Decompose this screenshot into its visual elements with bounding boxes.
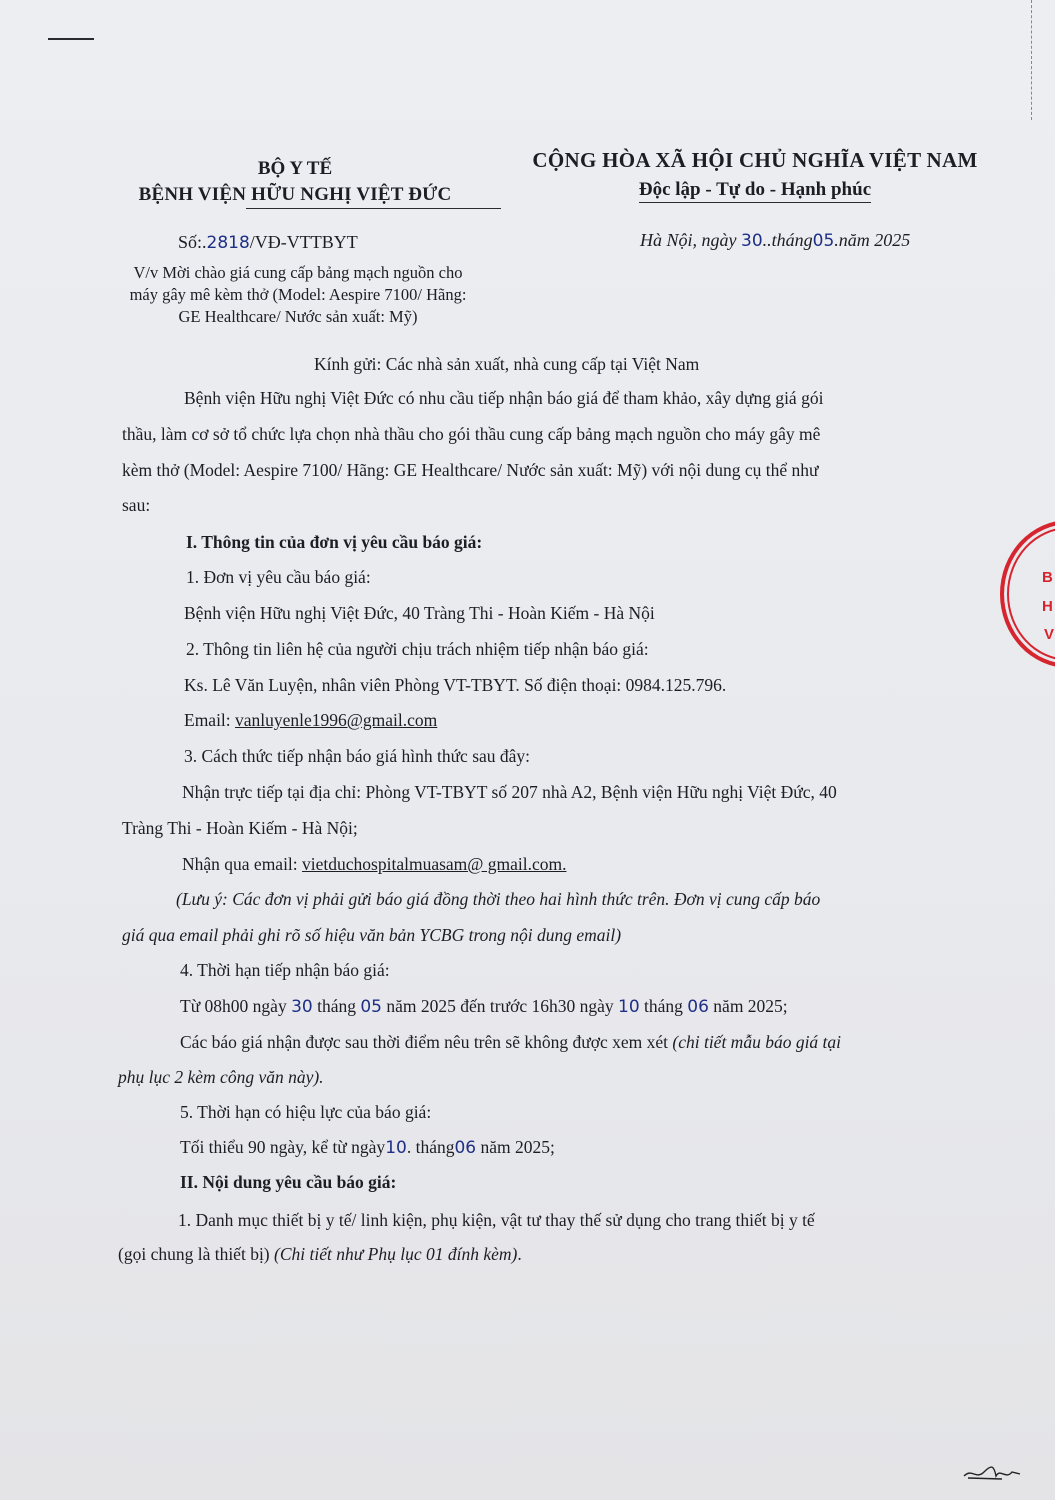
header-right — [505, 148, 1005, 203]
text-span: (Chi tiết như Phụ lục 01 đính kèm) — [274, 1244, 518, 1264]
email-line — [184, 710, 437, 731]
section-heading-2: II. Nội dung yêu cầu báo giá: — [180, 1172, 397, 1192]
doc-number-prefix: Số:. — [178, 232, 207, 252]
intro-line: sau: — [122, 495, 151, 515]
ministry-name: BỘ Y TẾ — [257, 158, 333, 179]
text-span: Tối thiểu 90 ngày, kể từ ngày — [180, 1137, 386, 1157]
recipient: Kính gửi: Các nhà sản xuất, nhà cung cấp tại Việt Nam — [314, 354, 700, 374]
text-span: (gọi chung là thiết bị) — [118, 1244, 275, 1264]
item-3-direct-cont: Tràng Thi - Hoàn Kiếm - Hà Nội; — [122, 818, 358, 838]
item-1-value: Bệnh viện Hữu nghị Việt Đức, 40 Tràng Thi - Hoàn Kiếm - Hà Nội — [184, 603, 655, 623]
subject-line: GE Healthcare/ Nước sản xuất: Mỹ) — [178, 307, 418, 326]
item-4-note-cont: phụ lục 2 kèm công văn này). — [118, 1067, 324, 1087]
text-span: Các báo giá nhận được sau thời điểm nêu trên sẽ không được xem xét — [180, 1032, 673, 1052]
text-span: (chi tiết mẫu báo giá tại — [672, 1032, 842, 1052]
doc-number-handwritten: 2818 — [206, 233, 250, 253]
date-month: 05 — [812, 231, 835, 251]
section-2-item-1-cont — [118, 1244, 522, 1265]
seal-letter: H — [1042, 598, 1053, 615]
date-day: 30 — [741, 231, 763, 251]
top-dash — [48, 38, 94, 40]
item-3: 3. Cách thức tiếp nhận báo giá hình thức sau đây: — [184, 746, 531, 766]
hospital-underline — [246, 208, 501, 209]
text-span: . tháng — [406, 1137, 455, 1157]
email-label: Email: — [184, 710, 236, 730]
item-4-note — [180, 1032, 841, 1053]
handwritten-day: 10 — [385, 1138, 407, 1158]
handwritten-month: 06 — [687, 997, 709, 1017]
item-4-period — [180, 996, 788, 1017]
document-number — [178, 232, 358, 253]
item-2: 2. Thông tin liên hệ của người chịu trách nhiệm tiếp nhận báo giá: — [186, 639, 649, 659]
handwritten-day: 10 — [618, 997, 640, 1017]
subject-block — [88, 262, 508, 328]
seal-letter: B — [1042, 569, 1053, 586]
text-span: tháng — [639, 996, 688, 1016]
document-date — [640, 230, 910, 251]
doc-number-suffix: /VĐ-VTTBYT — [249, 232, 358, 252]
text-span: Từ 08h00 ngày — [180, 996, 292, 1016]
intro-line: thầu, làm cơ sở tổ chức lựa chọn nhà thầu cho gói thầu cung cấp bảng mạch nguồn cho máy gây mê — [122, 424, 821, 444]
item-5-validity — [180, 1137, 555, 1158]
date-year: .năm 2025 — [834, 230, 911, 250]
item-1: 1. Đơn vị yêu cầu báo giá: — [186, 567, 371, 587]
date-prefix: Hà Nội, ngày — [640, 230, 741, 250]
hospital-name: BỆNH VIỆN HỮU NGHỊ VIỆT ĐỨC — [138, 184, 452, 205]
text-span: năm 2025 đến trước 16h30 ngày — [382, 996, 618, 1016]
item-3-email-link[interactable]: vietduchospitalmuasam@ gmail.com. — [302, 854, 567, 874]
text-span: tháng — [312, 996, 361, 1016]
handwritten-day: 30 — [291, 997, 313, 1017]
item-3-email-line — [182, 854, 567, 875]
red-seal-stamp — [1000, 520, 1055, 668]
handwritten-month: 06 — [454, 1138, 477, 1158]
item-3-direct: Nhận trực tiếp tại địa chỉ: Phòng VT-TBYT số 207 nhà A2, Bệnh viện Hữu nghị Việt Đức, 40 — [182, 782, 837, 802]
seal-letter: V — [1044, 626, 1055, 643]
republic-title: CỘNG HÒA XÃ HỘI CHỦ NGHĨA VIỆT NAM — [532, 148, 978, 172]
item-3-email-label: Nhận qua email: — [182, 854, 303, 874]
text-span: năm 2025; — [708, 996, 788, 1016]
item-5: 5. Thời hạn có hiệu lực của báo giá: — [180, 1102, 432, 1122]
note-line: giá qua email phải ghi rõ số hiệu văn bản YCBG trong nội dung email) — [122, 925, 622, 945]
signature-initials — [962, 1462, 1022, 1484]
header-left — [100, 158, 490, 209]
intro-line: Bệnh viện Hữu nghị Việt Đức có nhu cầu tiếp nhận báo giá để tham khảo, xây dựng giá gói — [184, 388, 824, 408]
page-edge — [1031, 0, 1033, 120]
handwritten-month: 05 — [360, 997, 382, 1017]
text-span: . — [517, 1244, 522, 1264]
motto: Độc lập - Tự do - Hạnh phúc — [639, 179, 871, 203]
item-4: 4. Thời hạn tiếp nhận báo giá: — [180, 960, 390, 980]
text-span: năm 2025; — [476, 1137, 555, 1157]
note-line: (Lưu ý: Các đơn vị phải gửi báo giá đồng thời theo hai hình thức trên. Đơn vị cung cấp báo — [176, 889, 821, 909]
subject-line: máy gây mê kèm thở (Model: Aespire 7100/ Hãng: — [129, 285, 467, 304]
date-month-label: ..tháng — [762, 230, 813, 250]
item-2-value: Ks. Lê Văn Luyện, nhân viên Phòng VT-TBYT. Số điện thoại: 0984.125.796. — [184, 675, 727, 695]
subject-line: V/v Mời chào giá cung cấp bảng mạch nguồn cho — [133, 263, 463, 282]
section-2-item-1: 1. Danh mục thiết bị y tế/ linh kiện, phụ kiện, vật tư thay thế sử dụng cho trang thiết bị y tế — [178, 1210, 815, 1230]
section-heading-1: I. Thông tin của đơn vị yêu cầu báo giá: — [186, 532, 483, 552]
email-link[interactable]: vanluyenle1996@gmail.com — [235, 710, 438, 730]
intro-line: kèm thở (Model: Aespire 7100/ Hãng: GE Healthcare/ Nước sản xuất: Mỹ) với nội dung cụ thể như — [122, 460, 819, 480]
